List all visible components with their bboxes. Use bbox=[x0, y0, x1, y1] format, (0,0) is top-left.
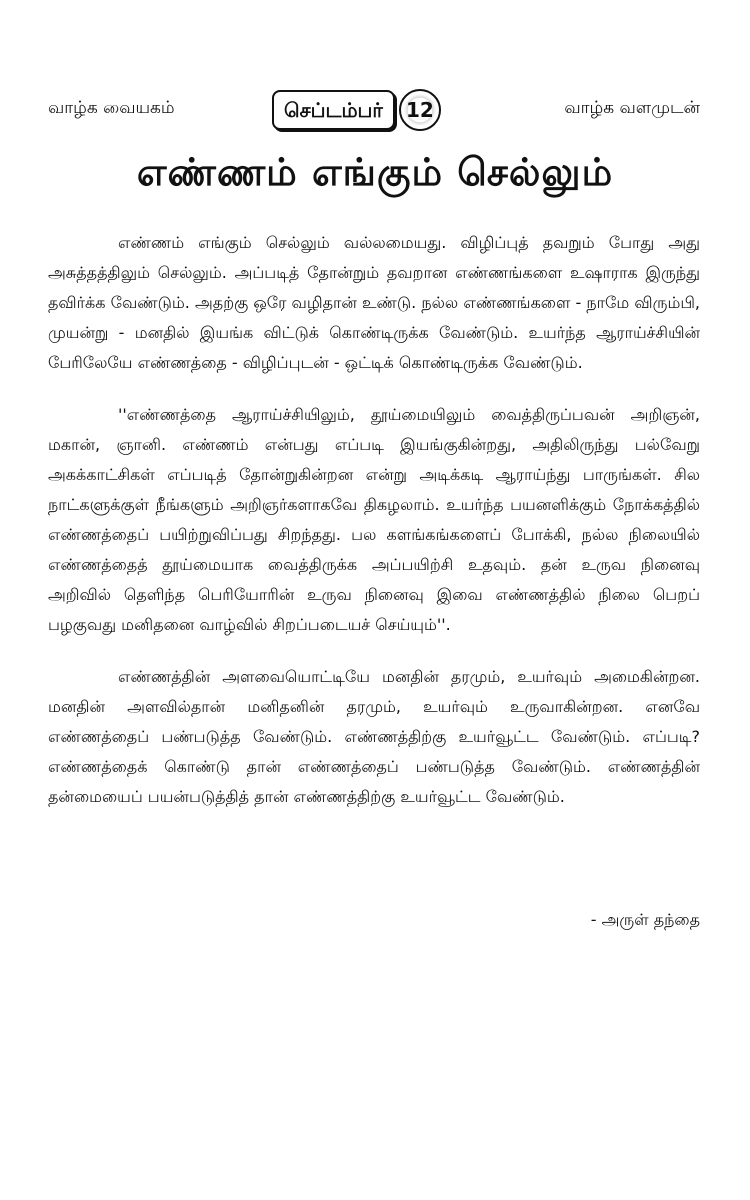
header-motto-right: வாழ்க வளமுடன் bbox=[564, 98, 700, 118]
page-header bbox=[0, 88, 750, 148]
date-month: செப்டம்பர் bbox=[272, 90, 395, 130]
paragraph-2: ''எண்ணத்தை ஆராய்ச்சியிலும், தூய்மையிலும் வைத்திருப்பவன் அறிஞன், மகான், ஞானி. எண்ணம் என்பது எப்படி இயங்குகின்றது, அதிலிருந்து பல்வேறு அகக்காட்சிகள் எப்படித் தோன்றுகின்றன என்று அடிக்கடி ஆராய்ந்து பாருங்கள். சில நாட்களுக்குள் நீங்களும் அறிஞர்களாகவே திகழலாம். உயர்ந்த பயனளிக்கும் நோக்கத்தில் எண்ணத்தைப் பயிற்றுவிப்பது சிறந்தது. பல களங்கங்களைப் போக்கி, நல்ல நிலையில் எண்ணத்தைத் தூய்மையாக வைத்திருக்க அப்பயிற்சி உதவும். தன் உருவ நினைவு அறிவில் தெளிந்த பெரியோரின் உருவ நினைவு இவை எண்ணத்தில் நிலை பெறப் பழகுவது மனிதனை வாழ்வில் சிறப்படையச் செய்யும்''. bbox=[48, 405, 700, 634]
page-title: எண்ணம் எங்கும் செல்லும் bbox=[136, 150, 614, 194]
date-badge bbox=[272, 90, 441, 130]
paragraph-1: எண்ணம் எங்கும் செல்லும் வல்லமையது. விழிப்புத் தவறும் போது அது அசுத்தத்திலும் செல்லும். அப்படித் தோன்றும் தவறான எண்ணங்களை உஷாராக இருந்து தவிர்க்க வேண்டும். அதற்கு ஒரே வழிதான் உண்டு. நல்ல எண்ணங்களை - நாமே விரும்பி, முயன்று - மனதில் இயங்க விட்டுக் கொண்டிருக்க வேண்டும். உயர்ந்த ஆராய்ச்சியின் பேரிலேயே எண்ணத்தை - விழிப்புடன் - ஒட்டிக் கொண்டிருக்க வேண்டும். bbox=[48, 233, 700, 372]
signature: - அருள் தந்தை bbox=[590, 910, 700, 929]
paragraph-3: எண்ணத்தின் அளவையொட்டியே மனதின் தரமும், உயர்வும் அமைகின்றன. மனதின் அளவில்தான் மனிதனின் தரமும், உயர்வும் உருவாகின்றன. எனவே எண்ணத்தைப் பண்படுத்த வேண்டும். எண்ணத்திற்கு உயர்வூட்ட வேண்டும். எப்படி? எண்ணத்தைக் கொண்டு தான் எண்ணத்தைப் பண்படுத்த வேண்டும். எண்ணத்தின் தன்மையைப் பயன்படுத்தித் தான் எண்ணத்திற்கு உயர்வூட்ட வேண்டும். bbox=[48, 667, 700, 806]
header-motto-left: வாழ்க வையகம் bbox=[48, 98, 175, 118]
date-day: 12 bbox=[399, 89, 441, 131]
article-body bbox=[48, 228, 700, 834]
